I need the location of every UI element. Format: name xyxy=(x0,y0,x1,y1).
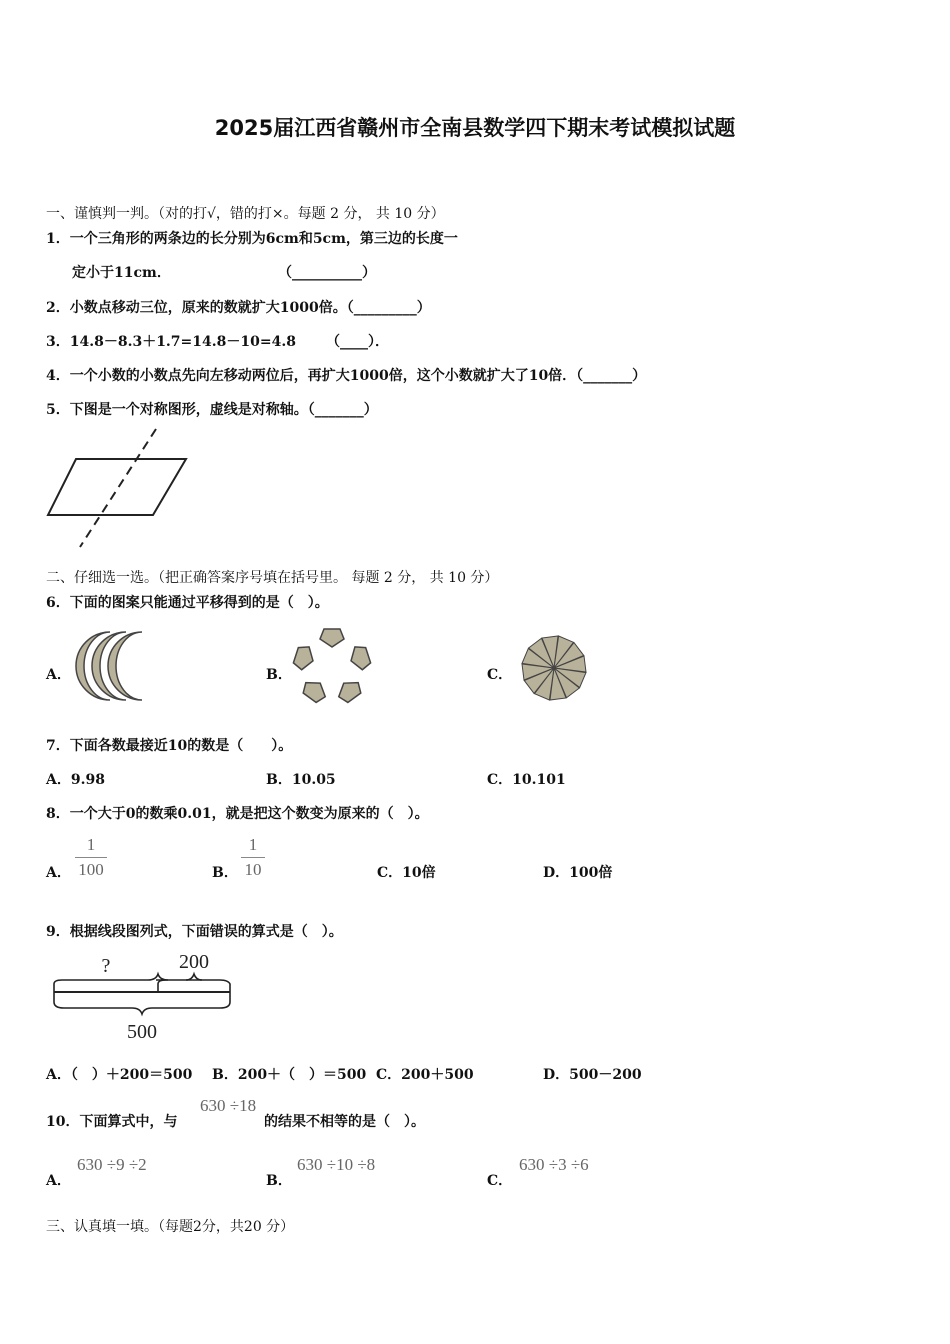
line-segment-diagram xyxy=(48,948,238,1044)
crescent-moons-icon xyxy=(76,630,156,702)
q10-option-b-expression: 630 ÷10 ÷8 xyxy=(297,1155,376,1174)
question-1-line1: 1．一个三角形的两条边的长分别为6cm和5cm，第三边的长度一 xyxy=(46,231,458,247)
parallelogram-figure xyxy=(44,425,194,550)
fraction-denominator: 100 xyxy=(78,860,104,879)
q8-option-a-fraction xyxy=(75,835,107,880)
q6-option-a-label[interactable]: A． xyxy=(46,667,71,683)
q9-option-b[interactable]: B．200＋（ ）＝500 xyxy=(212,1067,367,1083)
question-9: 9．根据线段图列式，下面错误的算式是（ ）。 xyxy=(46,924,343,940)
question-1-line2: 定小于11cm． xyxy=(72,265,171,281)
q10-option-c-expression: 630 ÷3 ÷6 xyxy=(519,1155,589,1174)
segment-part-label: 200 xyxy=(179,951,209,973)
fraction-numerator: 1 xyxy=(86,835,96,854)
q7-option-b[interactable]: B．10.05 xyxy=(266,772,336,788)
q10-option-c-label[interactable]: C． xyxy=(487,1173,513,1189)
question-10-suffix: 的结果不相等的是（ ）。 xyxy=(264,1114,425,1130)
question-2: 2．小数点移动三位，原来的数就扩大1000倍。（_________） xyxy=(46,300,431,316)
question-1-blank[interactable]: （__________） xyxy=(278,265,376,281)
page-title: 2025届江西省赣州市全南县数学四下期末考试模拟试题 xyxy=(214,116,736,140)
q10-option-b-label[interactable]: B． xyxy=(266,1173,292,1189)
question-10-expression: 630 ÷18 xyxy=(200,1096,257,1115)
q6-option-c-label[interactable]: C． xyxy=(487,667,513,683)
q9-option-c[interactable]: C．200＋500 xyxy=(376,1067,474,1083)
q6-option-b-label[interactable]: B． xyxy=(266,667,292,683)
question-3: 3．14.8－8.3＋1.7=14.8－10=4.8 xyxy=(46,334,296,350)
section-1-heading: 一、谨慎判一判。（对的打√，错的打×。每题 2 分， 共 10 分） xyxy=(46,206,445,222)
segment-total-label: 500 xyxy=(127,1021,157,1043)
fraction-bar xyxy=(75,857,107,858)
segment-question-label: ? xyxy=(101,955,111,977)
fraction-numerator: 1 xyxy=(248,835,258,854)
question-5: 5．下图是一个对称图形，虚线是对称轴。（_______） xyxy=(46,402,378,418)
fraction-bar xyxy=(241,857,265,858)
q8-option-b-label[interactable]: B． xyxy=(212,865,238,881)
q8-option-b-fraction xyxy=(241,835,265,880)
q7-option-c[interactable]: C．10.101 xyxy=(487,772,566,788)
fraction-denominator: 10 xyxy=(244,860,262,879)
pinwheel-icon xyxy=(518,632,590,704)
q9-option-d[interactable]: D．500－200 xyxy=(543,1067,642,1083)
q10-option-a-label[interactable]: A． xyxy=(46,1173,71,1189)
q10-option-a-expression: 630 ÷9 ÷2 xyxy=(77,1155,147,1174)
question-7: 7．下面各数最接近10的数是（ ）。 xyxy=(46,738,293,754)
question-8: 8．一个大于0的数乘0.01，就是把这个数变为原来的（ ）。 xyxy=(46,806,429,822)
pentagon-rotation-icon xyxy=(295,630,370,705)
question-3-blank[interactable]: （____）． xyxy=(326,334,389,350)
q8-option-c[interactable]: C．10倍 xyxy=(377,865,436,881)
section-2-heading: 二、仔细选一选。（把正确答案序号填在括号里。 每题 2 分， 共 10 分） xyxy=(46,570,499,586)
q9-option-a[interactable]: A．（ ）＋200＝500 xyxy=(46,1067,193,1083)
q7-option-a[interactable]: A．9.98 xyxy=(46,772,105,788)
q8-option-a-label[interactable]: A． xyxy=(46,865,71,881)
question-4: 4．一个小数的小数点先向左移动两位后，再扩大1000倍，这个小数就扩大了10倍．（_______） xyxy=(46,368,647,384)
q8-option-d[interactable]: D．100倍 xyxy=(543,865,613,881)
section-3-heading: 三、认真填一填。（每题2分，共20 分） xyxy=(46,1219,295,1235)
question-6: 6．下面的图案只能通过平移得到的是（ ）。 xyxy=(46,595,329,611)
question-10-prefix: 10．下面算式中，与 xyxy=(46,1114,178,1130)
